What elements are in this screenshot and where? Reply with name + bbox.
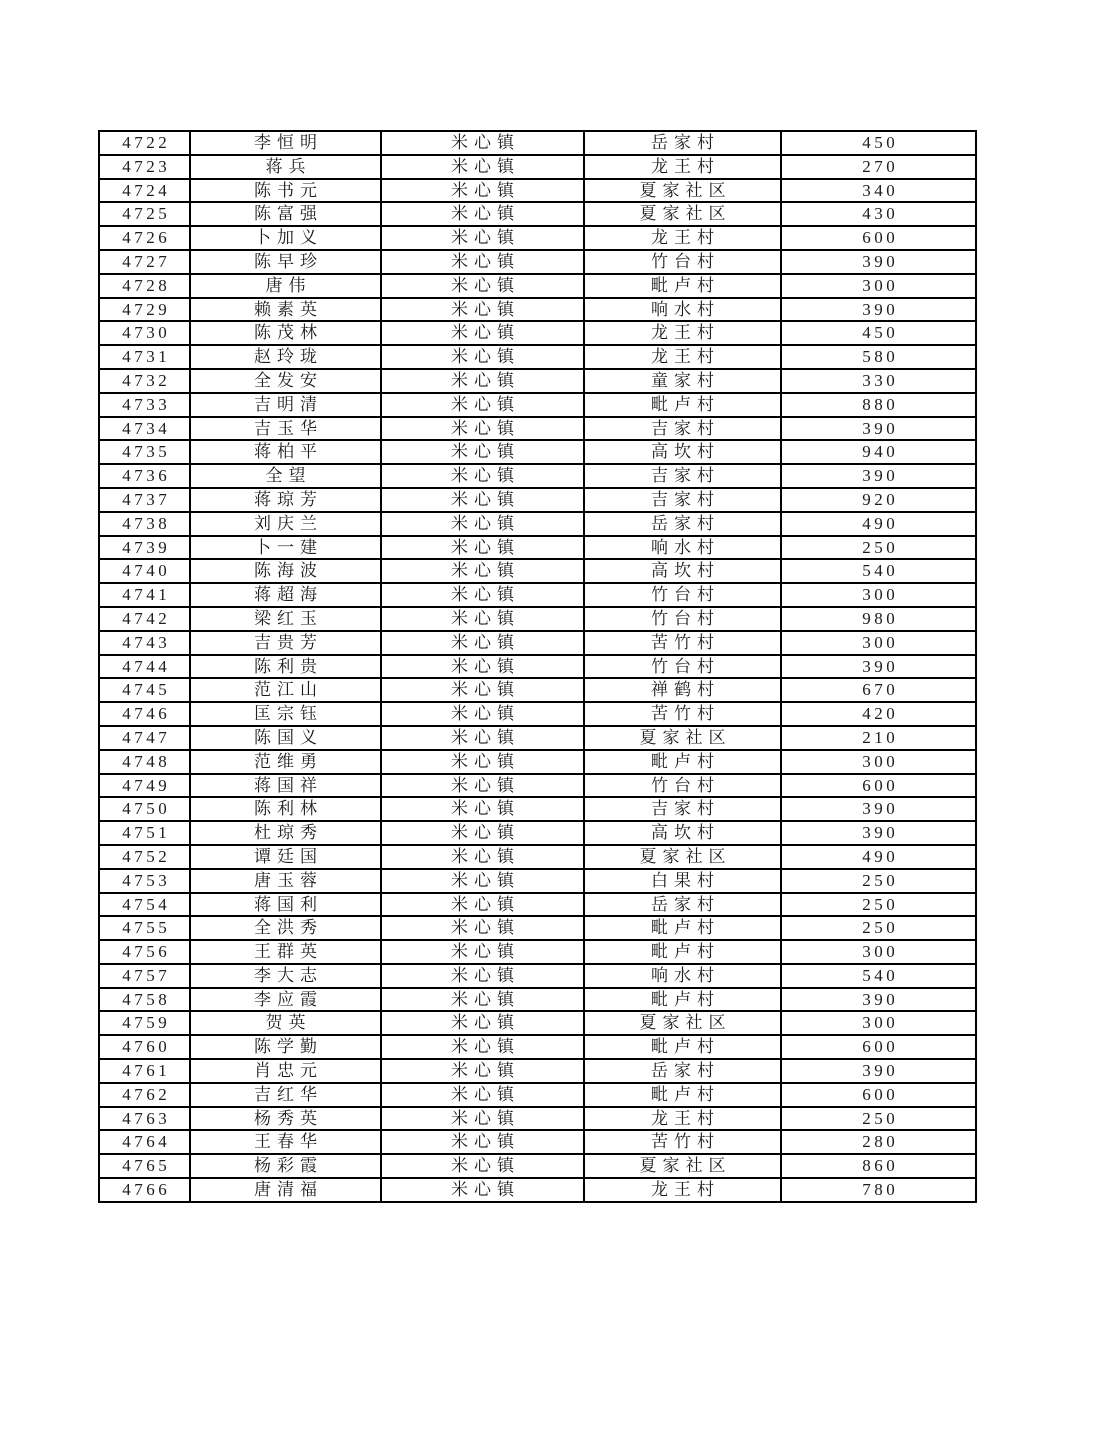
town-cell: 米心镇 [381, 440, 584, 464]
name-cell: 谭廷国 [190, 845, 381, 869]
village-cell: 毗卢村 [584, 750, 781, 774]
amount-cell: 580 [781, 345, 976, 369]
town-cell: 米心镇 [381, 631, 584, 655]
name-cell: 陈利贵 [190, 655, 381, 679]
table-row [99, 678, 976, 702]
name-cell: 肖忠元 [190, 1059, 381, 1083]
village-cell: 高坎村 [584, 440, 781, 464]
name-cell: 蒋琼芳 [190, 488, 381, 512]
amount-cell: 270 [781, 155, 976, 179]
town-cell: 米心镇 [381, 250, 584, 274]
name-cell: 唐清福 [190, 1178, 381, 1202]
amount-cell: 450 [781, 131, 976, 155]
village-cell: 竹台村 [584, 583, 781, 607]
name-cell: 陈书元 [190, 179, 381, 203]
amount-cell: 390 [781, 797, 976, 821]
table-row [99, 583, 976, 607]
table-row [99, 1107, 976, 1131]
town-cell: 米心镇 [381, 607, 584, 631]
town-cell: 米心镇 [381, 131, 584, 155]
village-cell: 龙王村 [584, 1178, 781, 1202]
table-row [99, 155, 976, 179]
table-row [99, 321, 976, 345]
name-cell: 卜加义 [190, 226, 381, 250]
town-cell: 米心镇 [381, 1059, 584, 1083]
town-cell: 米心镇 [381, 869, 584, 893]
village-cell: 毗卢村 [584, 916, 781, 940]
town-cell: 米心镇 [381, 488, 584, 512]
name-cell: 陈国义 [190, 726, 381, 750]
village-cell: 岳家村 [584, 893, 781, 917]
amount-cell: 210 [781, 726, 976, 750]
id-cell: 4739 [99, 536, 190, 560]
table-row [99, 1083, 976, 1107]
name-cell: 杜琼秀 [190, 821, 381, 845]
town-cell: 米心镇 [381, 774, 584, 798]
village-cell: 龙王村 [584, 1107, 781, 1131]
table-row [99, 988, 976, 1012]
village-cell: 吉家村 [584, 488, 781, 512]
village-cell: 龙王村 [584, 226, 781, 250]
amount-cell: 980 [781, 607, 976, 631]
table-row [99, 1011, 976, 1035]
table-row [99, 440, 976, 464]
table-row [99, 1059, 976, 1083]
name-cell: 吉玉华 [190, 417, 381, 441]
id-cell: 4752 [99, 845, 190, 869]
id-cell: 4758 [99, 988, 190, 1012]
name-cell: 陈学勤 [190, 1035, 381, 1059]
village-cell: 夏家社区 [584, 179, 781, 203]
name-cell: 蒋超海 [190, 583, 381, 607]
id-cell: 4750 [99, 797, 190, 821]
town-cell: 米心镇 [381, 202, 584, 226]
amount-cell: 390 [781, 1059, 976, 1083]
id-cell: 4761 [99, 1059, 190, 1083]
id-cell: 4755 [99, 916, 190, 940]
town-cell: 米心镇 [381, 797, 584, 821]
id-cell: 4737 [99, 488, 190, 512]
amount-cell: 390 [781, 821, 976, 845]
amount-cell: 540 [781, 559, 976, 583]
amount-cell: 250 [781, 1107, 976, 1131]
records-table-body [99, 131, 976, 1202]
name-cell: 唐玉蓉 [190, 869, 381, 893]
id-cell: 4724 [99, 179, 190, 203]
name-cell: 范维勇 [190, 750, 381, 774]
amount-cell: 670 [781, 678, 976, 702]
name-cell: 赖素英 [190, 298, 381, 322]
town-cell: 米心镇 [381, 893, 584, 917]
table-row [99, 512, 976, 536]
id-cell: 4744 [99, 655, 190, 679]
name-cell: 梁红玉 [190, 607, 381, 631]
amount-cell: 300 [781, 631, 976, 655]
town-cell: 米心镇 [381, 988, 584, 1012]
table-row [99, 345, 976, 369]
records-table [98, 130, 977, 1203]
id-cell: 4765 [99, 1154, 190, 1178]
table-row [99, 964, 976, 988]
village-cell: 龙王村 [584, 321, 781, 345]
amount-cell: 280 [781, 1130, 976, 1154]
id-cell: 4722 [99, 131, 190, 155]
table-row [99, 131, 976, 155]
name-cell: 全望 [190, 464, 381, 488]
town-cell: 米心镇 [381, 821, 584, 845]
town-cell: 米心镇 [381, 678, 584, 702]
id-cell: 4759 [99, 1011, 190, 1035]
id-cell: 4727 [99, 250, 190, 274]
name-cell: 陈海波 [190, 559, 381, 583]
table-row [99, 774, 976, 798]
id-cell: 4747 [99, 726, 190, 750]
village-cell: 苦竹村 [584, 702, 781, 726]
id-cell: 4732 [99, 369, 190, 393]
village-cell: 毗卢村 [584, 393, 781, 417]
amount-cell: 600 [781, 226, 976, 250]
table-row [99, 702, 976, 726]
amount-cell: 600 [781, 774, 976, 798]
id-cell: 4725 [99, 202, 190, 226]
village-cell: 夏家社区 [584, 1154, 781, 1178]
amount-cell: 420 [781, 702, 976, 726]
amount-cell: 880 [781, 393, 976, 417]
id-cell: 4733 [99, 393, 190, 417]
id-cell: 4764 [99, 1130, 190, 1154]
amount-cell: 300 [781, 583, 976, 607]
id-cell: 4763 [99, 1107, 190, 1131]
town-cell: 米心镇 [381, 559, 584, 583]
id-cell: 4751 [99, 821, 190, 845]
table-row [99, 940, 976, 964]
id-cell: 4748 [99, 750, 190, 774]
amount-cell: 450 [781, 321, 976, 345]
village-cell: 岳家村 [584, 1059, 781, 1083]
amount-cell: 390 [781, 417, 976, 441]
village-cell: 夏家社区 [584, 845, 781, 869]
amount-cell: 250 [781, 536, 976, 560]
name-cell: 范江山 [190, 678, 381, 702]
name-cell: 唐伟 [190, 274, 381, 298]
table-row [99, 226, 976, 250]
village-cell: 竹台村 [584, 250, 781, 274]
village-cell: 苦竹村 [584, 631, 781, 655]
id-cell: 4766 [99, 1178, 190, 1202]
amount-cell: 490 [781, 512, 976, 536]
town-cell: 米心镇 [381, 155, 584, 179]
name-cell: 蒋国利 [190, 893, 381, 917]
table-row [99, 845, 976, 869]
amount-cell: 300 [781, 940, 976, 964]
id-cell: 4734 [99, 417, 190, 441]
id-cell: 4728 [99, 274, 190, 298]
name-cell: 全发安 [190, 369, 381, 393]
table-row [99, 655, 976, 679]
table-row [99, 417, 976, 441]
amount-cell: 390 [781, 464, 976, 488]
id-cell: 4757 [99, 964, 190, 988]
amount-cell: 780 [781, 1178, 976, 1202]
town-cell: 米心镇 [381, 464, 584, 488]
table-row [99, 1178, 976, 1202]
table-row [99, 607, 976, 631]
name-cell: 吉红华 [190, 1083, 381, 1107]
village-cell: 童家村 [584, 369, 781, 393]
village-cell: 响水村 [584, 964, 781, 988]
town-cell: 米心镇 [381, 916, 584, 940]
village-cell: 岳家村 [584, 131, 781, 155]
town-cell: 米心镇 [381, 964, 584, 988]
amount-cell: 300 [781, 750, 976, 774]
village-cell: 吉家村 [584, 797, 781, 821]
village-cell: 高坎村 [584, 559, 781, 583]
name-cell: 蒋兵 [190, 155, 381, 179]
town-cell: 米心镇 [381, 536, 584, 560]
id-cell: 4741 [99, 583, 190, 607]
amount-cell: 600 [781, 1083, 976, 1107]
village-cell: 禅鹤村 [584, 678, 781, 702]
id-cell: 4736 [99, 464, 190, 488]
village-cell: 竹台村 [584, 774, 781, 798]
id-cell: 4729 [99, 298, 190, 322]
table-row [99, 726, 976, 750]
town-cell: 米心镇 [381, 1107, 584, 1131]
name-cell: 匡宗钰 [190, 702, 381, 726]
name-cell: 陈利林 [190, 797, 381, 821]
town-cell: 米心镇 [381, 512, 584, 536]
town-cell: 米心镇 [381, 179, 584, 203]
id-cell: 4745 [99, 678, 190, 702]
town-cell: 米心镇 [381, 393, 584, 417]
village-cell: 龙王村 [584, 155, 781, 179]
id-cell: 4762 [99, 1083, 190, 1107]
village-cell: 夏家社区 [584, 726, 781, 750]
name-cell: 陈早珍 [190, 250, 381, 274]
name-cell: 刘庆兰 [190, 512, 381, 536]
table-row [99, 274, 976, 298]
id-cell: 4726 [99, 226, 190, 250]
amount-cell: 390 [781, 298, 976, 322]
town-cell: 米心镇 [381, 1130, 584, 1154]
village-cell: 竹台村 [584, 607, 781, 631]
town-cell: 米心镇 [381, 1178, 584, 1202]
amount-cell: 430 [781, 202, 976, 226]
name-cell: 吉贵芳 [190, 631, 381, 655]
id-cell: 4730 [99, 321, 190, 345]
table-row [99, 821, 976, 845]
name-cell: 李恒明 [190, 131, 381, 155]
amount-cell: 860 [781, 1154, 976, 1178]
id-cell: 4731 [99, 345, 190, 369]
name-cell: 吉明清 [190, 393, 381, 417]
town-cell: 米心镇 [381, 702, 584, 726]
id-cell: 4735 [99, 440, 190, 464]
table-row [99, 893, 976, 917]
amount-cell: 490 [781, 845, 976, 869]
village-cell: 响水村 [584, 298, 781, 322]
village-cell: 白果村 [584, 869, 781, 893]
name-cell: 杨秀英 [190, 1107, 381, 1131]
town-cell: 米心镇 [381, 345, 584, 369]
village-cell: 岳家村 [584, 512, 781, 536]
name-cell: 陈富强 [190, 202, 381, 226]
name-cell: 卜一建 [190, 536, 381, 560]
amount-cell: 250 [781, 916, 976, 940]
name-cell: 王群英 [190, 940, 381, 964]
name-cell: 蒋柏平 [190, 440, 381, 464]
town-cell: 米心镇 [381, 226, 584, 250]
town-cell: 米心镇 [381, 1035, 584, 1059]
village-cell: 龙王村 [584, 345, 781, 369]
town-cell: 米心镇 [381, 750, 584, 774]
name-cell: 陈茂林 [190, 321, 381, 345]
id-cell: 4754 [99, 893, 190, 917]
town-cell: 米心镇 [381, 940, 584, 964]
name-cell: 全洪秀 [190, 916, 381, 940]
table-row [99, 369, 976, 393]
town-cell: 米心镇 [381, 1011, 584, 1035]
amount-cell: 300 [781, 274, 976, 298]
village-cell: 毗卢村 [584, 274, 781, 298]
id-cell: 4723 [99, 155, 190, 179]
amount-cell: 330 [781, 369, 976, 393]
amount-cell: 250 [781, 869, 976, 893]
amount-cell: 390 [781, 655, 976, 679]
amount-cell: 340 [781, 179, 976, 203]
village-cell: 毗卢村 [584, 1083, 781, 1107]
id-cell: 4753 [99, 869, 190, 893]
id-cell: 4740 [99, 559, 190, 583]
table-row [99, 393, 976, 417]
table-row [99, 250, 976, 274]
table-row [99, 488, 976, 512]
id-cell: 4756 [99, 940, 190, 964]
table-row [99, 1130, 976, 1154]
name-cell: 赵玲珑 [190, 345, 381, 369]
town-cell: 米心镇 [381, 1083, 584, 1107]
id-cell: 4760 [99, 1035, 190, 1059]
amount-cell: 390 [781, 988, 976, 1012]
table-row [99, 559, 976, 583]
village-cell: 高坎村 [584, 821, 781, 845]
town-cell: 米心镇 [381, 369, 584, 393]
table-row [99, 202, 976, 226]
village-cell: 夏家社区 [584, 1011, 781, 1035]
village-cell: 吉家村 [584, 464, 781, 488]
id-cell: 4749 [99, 774, 190, 798]
name-cell: 蒋国祥 [190, 774, 381, 798]
table-row [99, 916, 976, 940]
town-cell: 米心镇 [381, 845, 584, 869]
amount-cell: 250 [781, 893, 976, 917]
id-cell: 4743 [99, 631, 190, 655]
town-cell: 米心镇 [381, 298, 584, 322]
table-row [99, 464, 976, 488]
table-row [99, 869, 976, 893]
id-cell: 4742 [99, 607, 190, 631]
village-cell: 毗卢村 [584, 988, 781, 1012]
name-cell: 杨彩霞 [190, 1154, 381, 1178]
name-cell: 李大志 [190, 964, 381, 988]
village-cell: 苦竹村 [584, 1130, 781, 1154]
id-cell: 4738 [99, 512, 190, 536]
table-row [99, 797, 976, 821]
table-row [99, 536, 976, 560]
name-cell: 李应霞 [190, 988, 381, 1012]
town-cell: 米心镇 [381, 583, 584, 607]
village-cell: 毗卢村 [584, 940, 781, 964]
village-cell: 夏家社区 [584, 202, 781, 226]
village-cell: 响水村 [584, 536, 781, 560]
amount-cell: 940 [781, 440, 976, 464]
name-cell: 王春华 [190, 1130, 381, 1154]
table-row [99, 750, 976, 774]
id-cell: 4746 [99, 702, 190, 726]
village-cell: 竹台村 [584, 655, 781, 679]
table-row [99, 298, 976, 322]
amount-cell: 300 [781, 1011, 976, 1035]
village-cell: 吉家村 [584, 417, 781, 441]
amount-cell: 540 [781, 964, 976, 988]
table-row [99, 179, 976, 203]
town-cell: 米心镇 [381, 274, 584, 298]
amount-cell: 390 [781, 250, 976, 274]
table-row [99, 1035, 976, 1059]
town-cell: 米心镇 [381, 321, 584, 345]
town-cell: 米心镇 [381, 726, 584, 750]
town-cell: 米心镇 [381, 417, 584, 441]
town-cell: 米心镇 [381, 655, 584, 679]
town-cell: 米心镇 [381, 1154, 584, 1178]
table-row [99, 631, 976, 655]
village-cell: 毗卢村 [584, 1035, 781, 1059]
table-row [99, 1154, 976, 1178]
name-cell: 贺英 [190, 1011, 381, 1035]
amount-cell: 920 [781, 488, 976, 512]
amount-cell: 600 [781, 1035, 976, 1059]
